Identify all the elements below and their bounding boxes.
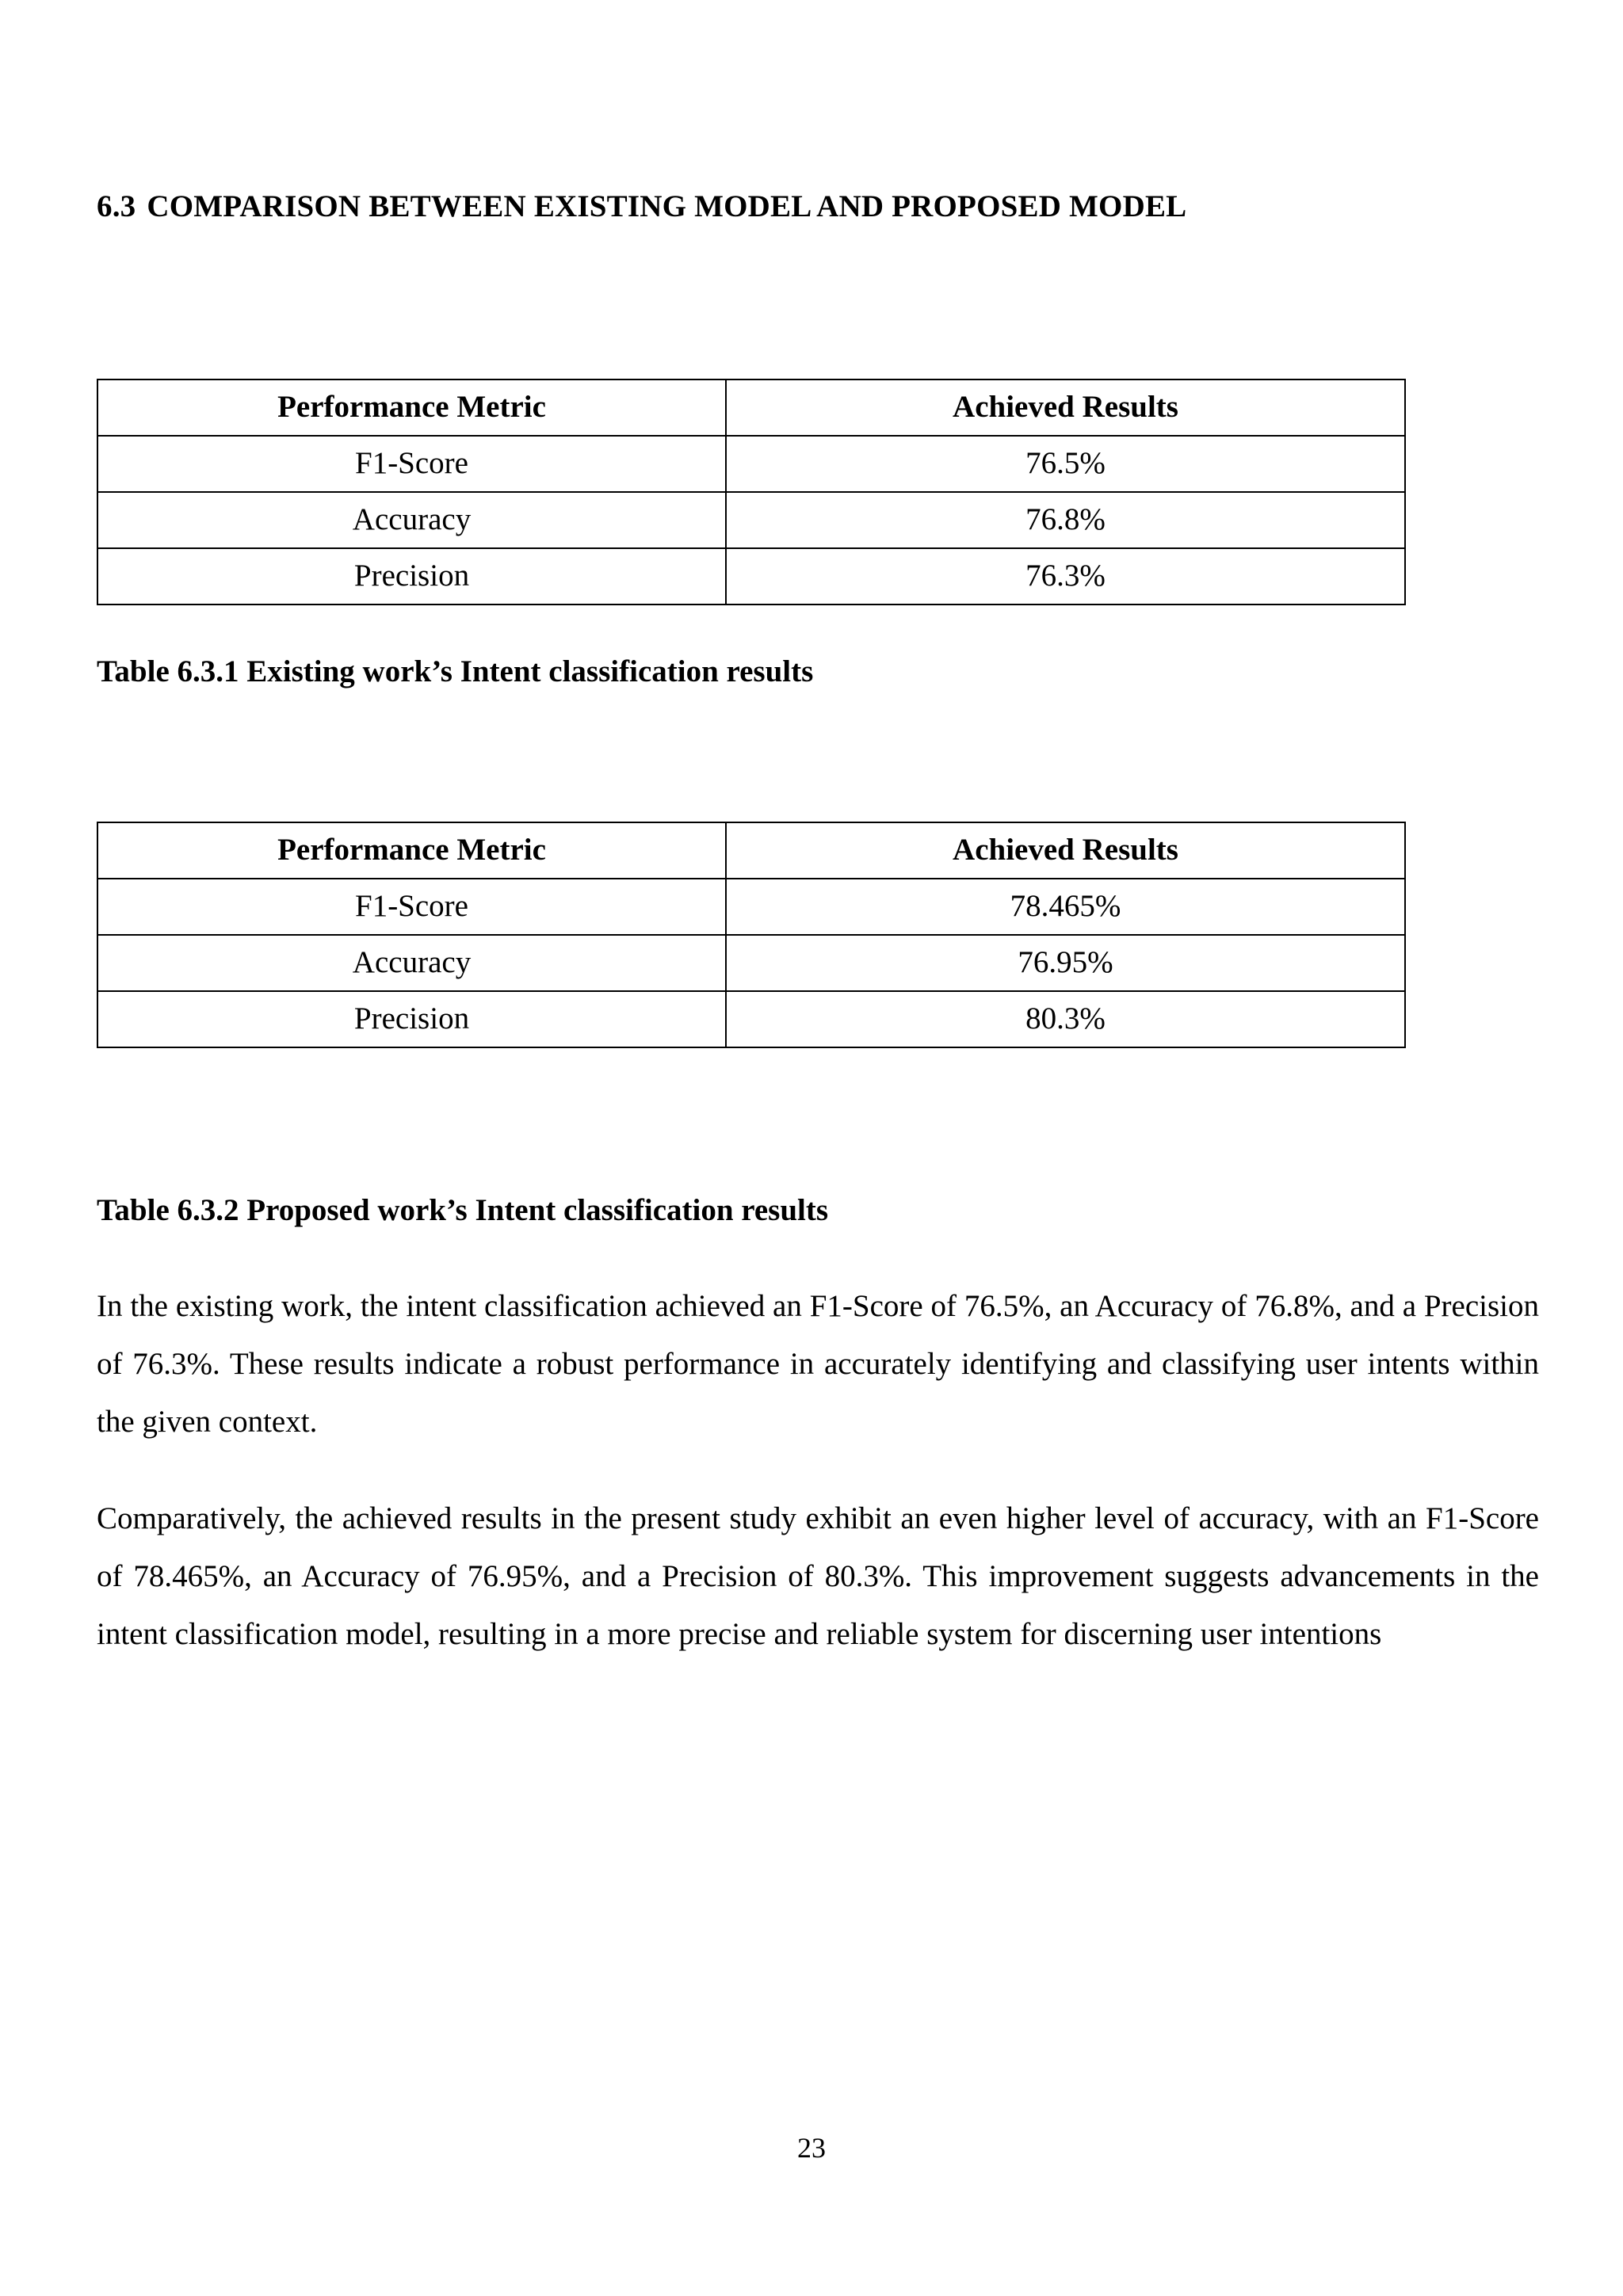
paragraph-existing-work: In the existing work, the intent classification achieved an F1-Score of 76.5%, an Accuracy of 76.8%, and a Precision of 76.3%. These results indicate a robust performance in accurately identifying and classifying user intents within the given context. [97,1289,1539,1439]
section-number: 6.3 [97,189,136,223]
table-header-row [97,822,1405,879]
header-achieved-results: Achieved Results [726,822,1405,879]
paragraph-comparison: Comparatively, the achieved results in the present study exhibit an even higher level of accuracy, with an F1-Score of 78.465%, an Accuracy of 76.95%, and a Precision of 80.3%. This improvement suggests advancements in the intent classification model, resulting in a more precise and reliable system for discerning user intentions [97,1501,1539,1651]
table-row [97,935,1405,991]
header-performance-metric: Performance Metric [97,379,726,436]
result-cell: 76.3% [726,548,1405,605]
section-heading [97,189,1186,224]
table-row [97,436,1405,492]
result-cell: 76.95% [726,935,1405,991]
page-number: 23 [797,2132,826,2164]
metric-cell: F1-Score [97,436,726,492]
table-row [97,879,1405,935]
existing-results-table [97,379,1406,605]
result-cell: 76.8% [726,492,1405,548]
result-cell: 76.5% [726,436,1405,492]
result-cell: 78.465% [726,879,1405,935]
table-row [97,492,1405,548]
metric-cell: Precision [97,991,726,1047]
table-caption-existing: Table 6.3.1 Existing work’s Intent classification results [97,654,814,688]
header-achieved-results: Achieved Results [726,379,1405,436]
metric-cell: F1-Score [97,879,726,935]
metric-cell: Accuracy [97,935,726,991]
section-title: COMPARISON BETWEEN EXISTING MODEL AND PROPOSED MODEL [147,189,1187,223]
proposed-results-table [97,822,1406,1048]
table-caption-proposed: Table 6.3.2 Proposed work’s Intent classification results [97,1193,829,1227]
metric-cell: Accuracy [97,492,726,548]
table-header-row [97,379,1405,436]
table-row [97,991,1405,1047]
result-cell: 80.3% [726,991,1405,1047]
metric-cell: Precision [97,548,726,605]
header-performance-metric: Performance Metric [97,822,726,879]
table-row [97,548,1405,605]
